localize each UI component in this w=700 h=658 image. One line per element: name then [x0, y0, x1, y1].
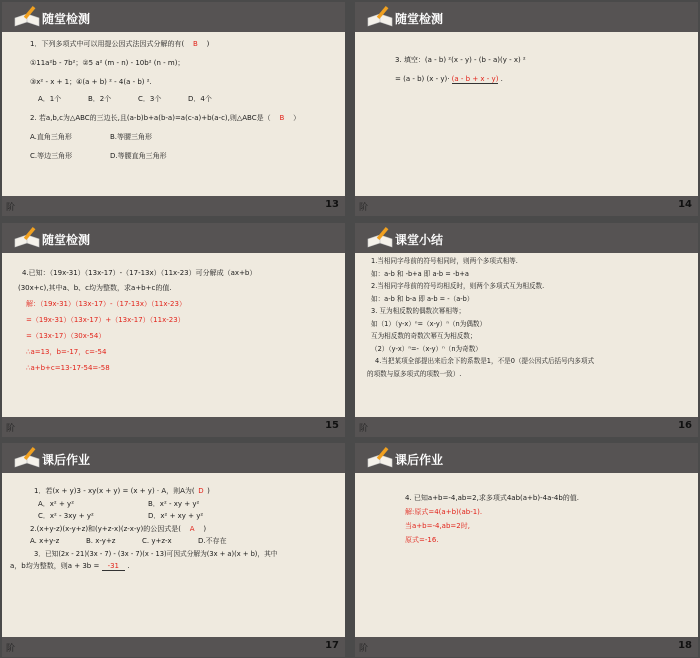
- question-line: ①11a²b - 7b²；②5 a² (m - n) - 10b² (n - m)；: [30, 59, 185, 67]
- options-row: [30, 535, 335, 548]
- option: D.等腰直角三角形: [110, 152, 167, 160]
- slide-14[interactable]: [355, 2, 698, 216]
- book-pencil-icon: [12, 225, 42, 251]
- option: A．1个: [38, 95, 62, 103]
- answer-text: (a - b + x - y): [451, 75, 499, 83]
- footer-mark: 阶: [6, 644, 16, 654]
- question-stem: 2.(x+y-z)(x-y+z)和(y+z-x)(z-x-y)的公因式是(: [30, 524, 181, 533]
- option: A.直角三角形: [30, 133, 72, 141]
- footer-mark: 阶: [6, 203, 16, 213]
- slide-title: 随堂检测: [395, 12, 444, 26]
- question-2: [30, 112, 335, 125]
- solution-line: ∴a=13，b=-17，c=-54: [26, 348, 107, 356]
- footer-mark: 阶: [6, 424, 16, 434]
- slide-17[interactable]: [2, 443, 345, 657]
- footer-mark: 阶: [359, 424, 369, 434]
- answer-text: B: [279, 114, 285, 122]
- solution-line: 原式=-16.: [405, 536, 439, 544]
- book-pencil-icon: [365, 4, 395, 30]
- slide-title: 随堂检测: [42, 233, 91, 247]
- question-2: [30, 523, 335, 536]
- question-1: [30, 38, 335, 51]
- slide-content: [367, 255, 688, 380]
- answer-prefix: = (a - b) (x - y)·: [395, 75, 450, 83]
- slide-title: 课后作业: [42, 453, 91, 467]
- question-stem: 2. 若a,b,c为△ABC的三边长,且(a-b)b+a(b-a)=a(c-a)+b(a-c),则△ABC是（: [30, 114, 271, 122]
- question-close: ): [206, 40, 210, 48]
- answer-text: B: [193, 40, 198, 48]
- slide-header: [355, 223, 698, 253]
- question-1: [30, 485, 335, 498]
- question-3-answer: [10, 560, 335, 573]
- option: C．3个: [138, 95, 162, 103]
- answer-line: [395, 73, 688, 86]
- slide-13[interactable]: [2, 2, 345, 216]
- question-stem: a，b均为整数，则a + 3b =: [10, 562, 100, 570]
- solution-line: 当a+b=-4,ab=2时,: [405, 522, 470, 530]
- slide-title: 随堂检测: [42, 12, 91, 26]
- slide-title: 课堂小结: [395, 233, 444, 247]
- slide-15[interactable]: [2, 223, 345, 437]
- slide-header: [2, 443, 345, 473]
- solution-line: =（19x-31）（13x-17）+（13x-17）（11x-23）: [26, 316, 185, 324]
- slide-content: [395, 54, 688, 86]
- solution-line: ∴a+b+c=13-17-54=-58: [26, 364, 110, 372]
- slide-number: 16: [678, 420, 692, 431]
- question-close: .: [127, 562, 130, 570]
- question-close: ）: [293, 114, 301, 122]
- slide-18[interactable]: [355, 443, 698, 657]
- slide-16[interactable]: [355, 223, 698, 437]
- option: A. x+y-z: [30, 537, 60, 545]
- book-pencil-icon: [12, 445, 42, 471]
- summary-line: 如：a-b 和 b-a 即 a-b = -（a-b）: [371, 294, 474, 303]
- summary-line: （2）（y-x）ⁿ=-（x-y）ⁿ（n为奇数）: [371, 344, 482, 353]
- question-close: ): [207, 487, 210, 495]
- question-line: 3．已知(2x - 21)(3x - 7) - (3x - 7)(x - 13)可因式分解为(3x + a)(x + b)，其中: [34, 549, 278, 558]
- slide-number: 17: [325, 640, 339, 651]
- option: B．x² - xy + y²: [148, 499, 200, 508]
- option: A．x² + y²: [38, 499, 75, 508]
- slide-footer: [355, 196, 698, 216]
- summary-line: 如（1）（y-x）ⁿ=（x-y）ⁿ（n为偶数）: [371, 319, 487, 328]
- options-row: [30, 131, 335, 144]
- options-row: [30, 498, 335, 511]
- slide-number: 13: [325, 199, 339, 210]
- option: C.等边三角形: [30, 152, 73, 160]
- option: B.等腰三角形: [110, 133, 153, 141]
- book-pencil-icon: [365, 445, 395, 471]
- slide-header: [355, 443, 698, 473]
- summary-line: 互为相反数的奇数次幂互为相反数；: [371, 332, 477, 340]
- summary-line: 的项数与原多项式的项数一致）.: [367, 369, 462, 378]
- slide-content: [10, 485, 335, 573]
- summary-line: 3. 互为相反数的偶数次幂相等；: [371, 307, 466, 315]
- slide-number: 14: [678, 199, 692, 210]
- options-row: [30, 150, 335, 163]
- slide-footer: [2, 196, 345, 216]
- slide-header: [2, 2, 345, 32]
- option: C. y+z-x: [142, 537, 172, 545]
- summary-line: 4.当把某项全部提出来后余下的系数是1，不是0（提公因式后括号内多项式: [375, 357, 595, 365]
- options-row: [30, 93, 335, 106]
- question-line: 4.已知：（19x-31）（13x-17）-（17-13x）（11x-23）可分解成（ax+b）: [22, 269, 257, 277]
- footer-mark: 阶: [359, 203, 369, 213]
- answer-text: -31: [102, 562, 125, 571]
- slide-footer: [2, 637, 345, 657]
- slide-header: [2, 223, 345, 253]
- option: D.不存在: [198, 537, 227, 545]
- slide-footer: [2, 417, 345, 437]
- slide-content: [30, 38, 335, 163]
- summary-line: 如：a-b 和 -b+a 即 a-b = -b+a: [371, 269, 469, 278]
- answer-suffix: .: [500, 75, 503, 83]
- option: B. x-y+z: [86, 537, 116, 545]
- solution-line: 解:原式=4(a+b)(ab-1).: [405, 508, 483, 516]
- answer-text: D: [198, 487, 204, 495]
- question-stem: 1．下列多项式中可以用提公因式法因式分解的有(: [30, 40, 185, 48]
- slide-footer: [355, 637, 698, 657]
- option: B．2个: [88, 95, 112, 103]
- book-pencil-icon: [365, 225, 395, 251]
- question-line: (30x+c),其中a、b、c均为整数，求a+b+c的值.: [18, 284, 172, 292]
- option: D．x² + xy + y²: [148, 512, 204, 520]
- option: C．x² - 3xy + y²: [38, 512, 94, 520]
- answer-text: A: [189, 524, 195, 533]
- slide-title: 课后作业: [395, 453, 444, 467]
- slide-number: 18: [678, 640, 692, 651]
- question-line: 3. 填空：(a - b) ²(x - y) - (b - a)(y - x) ²: [395, 56, 526, 64]
- question-line: 4. 已知a+b=-4,ab=2,求多项式4ab(a+b)-4a-4b的值.: [405, 494, 580, 502]
- book-pencil-icon: [12, 4, 42, 30]
- summary-line: 2.当相同字母前的符号均相反时，则两个多项式互为相反数.: [371, 282, 545, 290]
- question-stem: 1．若(x + y)3 - xy(x + y) = (x + y) · A，则A为(: [34, 487, 195, 495]
- summary-line: 1.当相同字母前的符号相同时，则两个多项式相等.: [371, 257, 518, 265]
- question-line: ③x² - x + 1；④(a + b) ² - 4(a - b) ².: [30, 78, 152, 86]
- solution-line: 解：（19x-31）（13x-17）-（17-13x）（11x-23）: [26, 300, 186, 308]
- slide-content: [18, 267, 335, 375]
- options-row: [30, 510, 335, 523]
- slide-header: [355, 2, 698, 32]
- solution-line: =（13x-17）（30x-54）: [26, 332, 106, 340]
- slide-number: 15: [325, 420, 339, 431]
- slide-content: [405, 491, 688, 547]
- footer-mark: 阶: [359, 644, 369, 654]
- option: D．4个: [188, 95, 212, 103]
- question-close: ): [203, 524, 207, 533]
- slide-footer: [355, 417, 698, 437]
